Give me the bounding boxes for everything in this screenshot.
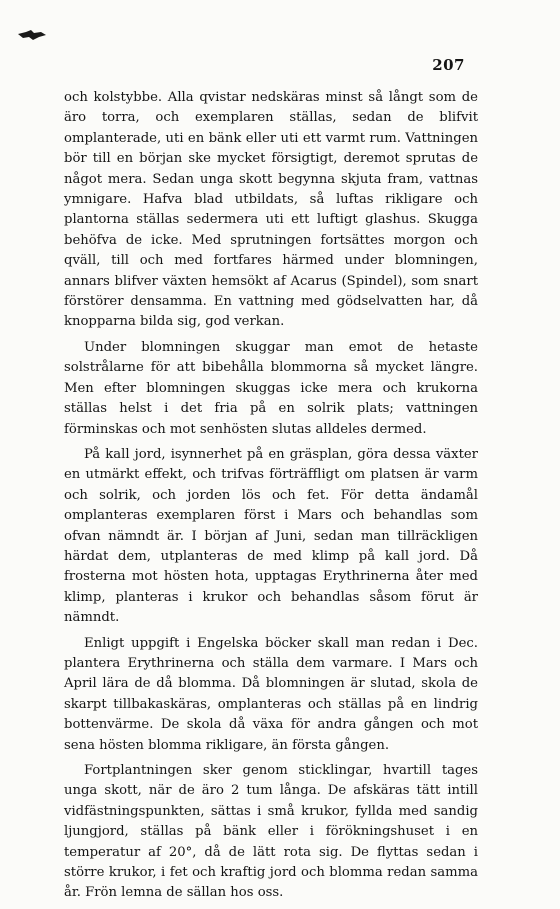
paragraph-5: Fortplantningen sker genom sticklingar, hvartill tages unga skott, när de äro 2 tum långa. De afskäras tätt intill vidfästningspunkten, sättas i små krukor, fyllda med sandig ljungjord, ställas på bänk eller i förökningshuset i en temperatur af 20°, då de lätt rota sig. De flyttas sedan i större krukor, i fet och kraftig jord och blomma redan samma år. Frön lemna de sällan hos oss.	[64, 763, 478, 901]
paragraph-3: På kall jord, isynnerhet på en gräsplan, göra dessa växter en utmärkt effekt, och trifvas förträffligt om platsen är varm och solrik, och jorden lös och fet. För detta ändamål omplanteras exemplaren först i Mars och behandlas som ofvan nämndt är. I början af Juni, sedan man tillräckligen härdat dem, utplanteras de med klimp på kall jord. Då frosterna mot hösten hota, upptagas Erythrinerna åter med klimp, planteras i krukor och behandlas såsom förut är nämndt.	[64, 446, 478, 626]
ink-blot-mark	[17, 28, 47, 42]
paragraph-1: och kolstybbe. Alla qvistar nedskäras minst så långt som de äro torra, och exemplaren ställas, sedan de blifvit omplanterade, uti en bänk eller uti ett varmt rum. Vattningen bör till en början ske mycket försigtigt, deremot sprutas de något mera. Sedan unga skott begynna skjuta fram, vattnas ymnigare. Hafva blad utbildats, så luftas rikligare och plantorna ställas sedermera uti ett luftigt glashus. Skugga behöfva de icke. Med sprutningen fortsättes morgon och qväll, till och med fortfares härmed under blomningen, annars blifver växten hemsökt af Acarus (Spindel), som snart förstörer densamma. En vattning med gödselvatten har, då knopparna bilda sig, god verkan.	[64, 90, 478, 330]
paragraph-4: Enligt uppgift i Engelska böcker skall man redan i Dec. plantera Erythrinerna och ställa dem varmare. I Mars och April lära de då blomma. Då blomningen är slutad, skola de skarpt tillbakaskäras, omplanteras och ställas på en lindrig bottenvärme. De skola då växa för andra gången och mot sena hösten blomma rikligare, än första gången.	[64, 635, 478, 753]
body-text	[64, 88, 478, 909]
page-number: 207	[432, 56, 465, 74]
paragraph-2: Under blomningen skuggar man emot de hetaste solstrålarne för att bibehålla blommorna så mycket längre. Men efter blomningen skuggas icke mera och krukorna ställas helst i det fria på en solrik plats; vattningen förminskas och mot senhösten slutas alldeles dermed.	[64, 339, 478, 437]
